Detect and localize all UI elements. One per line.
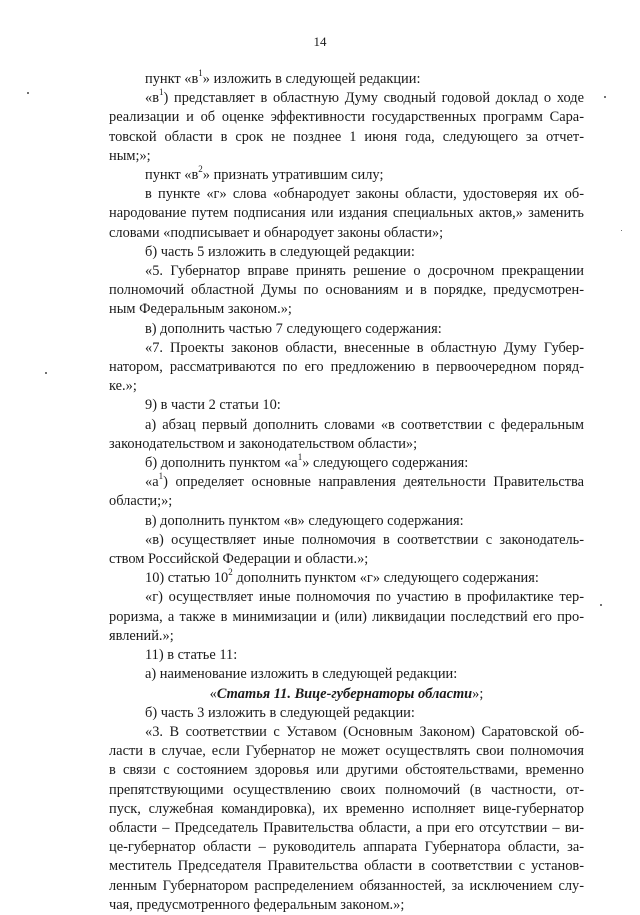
- text-segment: явлений.»;: [109, 627, 174, 644]
- text-line: [109, 665, 584, 684]
- text-line: [109, 262, 584, 281]
- text-segment: реализации и об оценке эффективности государственных программ Сара-: [109, 109, 584, 126]
- text-line: [109, 128, 584, 147]
- text-line: [109, 320, 584, 339]
- text-segment: законодательством и законодательством области»;: [109, 435, 418, 452]
- text-line: [109, 569, 584, 588]
- text-segment: «в) осуществляет иные полномочия в соответствии с законодатель-: [145, 531, 584, 548]
- text-line: [109, 742, 584, 761]
- text-segment: а) наименование изложить в следующей редакции:: [145, 666, 458, 683]
- text-line: [109, 723, 584, 742]
- text-line: [109, 281, 584, 300]
- text-line: [109, 224, 584, 243]
- text-segment: ством Российской Федерации и области.»;: [109, 551, 369, 568]
- scan-speck: [45, 372, 47, 374]
- text-segment: в связи с состоянием здоровья или другими обстоятельствами, временно: [109, 762, 584, 779]
- text-segment: ленным Губернатором распределением обязанностей, за исключением слу-: [109, 877, 584, 894]
- page-number: 14: [313, 34, 327, 49]
- text-segment: 11) в статье 11:: [145, 647, 238, 664]
- text-line: [109, 147, 584, 166]
- scan-speck: [27, 92, 29, 94]
- text-segment: товской области в срок не позднее 1 июня года, следующего за отчет-: [109, 128, 584, 145]
- text-line: [109, 377, 584, 396]
- text-segment: полномочий областной Думы по основаниям и в порядке, предусмотрен-: [109, 282, 584, 299]
- scan-speck: [621, 230, 622, 231]
- text-segment: б) часть 5 изложить в следующей редакции:: [145, 243, 415, 260]
- text-segment: в) дополнить пунктом «в» следующего содержания:: [145, 512, 464, 529]
- text-segment: пункт «в: [145, 71, 199, 87]
- text-segment: а) абзац первый дополнить словами «в соответствии с федеральным: [145, 416, 584, 433]
- text-line: [109, 358, 584, 377]
- text-segment: области – Председатель Правительства области, а при его отсутствии – ви-: [109, 819, 584, 836]
- article-heading: [109, 685, 584, 704]
- text-segment: роризма, а также в минимизации и (или) ликвидации последствий его про-: [109, 608, 584, 625]
- superscript: 1: [198, 68, 203, 79]
- text-segment: » признать утратившим силу;: [202, 167, 384, 184]
- text-segment: » следующего содержания:: [302, 455, 469, 472]
- text-line: [109, 877, 584, 896]
- text-line: [109, 896, 584, 915]
- scan-speck: [604, 96, 606, 98]
- text-line: [109, 70, 584, 89]
- text-segment: «7. Проекты законов области, внесенные в областную Думу Губер-: [145, 339, 584, 356]
- text-segment: ласти в случае, если Губернатор не может осуществлять свои полномочия: [109, 743, 584, 760]
- text-line: [109, 300, 584, 319]
- text-segment: «г) осуществляет иные полномочия по участию в профилактике тер-: [145, 589, 584, 606]
- text-line: [109, 396, 584, 415]
- text-line: [109, 550, 584, 569]
- text-segment: »;: [472, 685, 484, 702]
- text-segment: ) определяет основные направления деятельности Правительства: [163, 474, 584, 491]
- document-body: [109, 70, 584, 915]
- text-segment: ным;»;: [109, 147, 151, 164]
- text-line: [109, 473, 584, 492]
- text-segment: «5. Губернатор вправе принять решение о досрочном прекращении: [145, 263, 584, 280]
- scan-speck: [600, 604, 602, 606]
- superscript: 1: [159, 87, 164, 98]
- text-segment: народование путем подписания или издания специальных актов,» заменить: [109, 205, 584, 222]
- text-segment: дополнить пунктом «г» следующего содержания:: [232, 570, 539, 587]
- text-line: [109, 89, 584, 108]
- text-line: [109, 108, 584, 127]
- text-line: [109, 339, 584, 358]
- superscript: 1: [297, 452, 303, 463]
- text-line: [109, 416, 584, 435]
- text-segment: «3. В соответствии с Уставом (Основным Законом) Саратовской об-: [145, 723, 584, 740]
- superscript: 2: [198, 164, 203, 175]
- text-line: [109, 781, 584, 800]
- text-line: [109, 819, 584, 838]
- text-segment: «в: [145, 90, 159, 107]
- text-segment: б) часть 3 изложить в следующей редакции:: [145, 704, 415, 721]
- text-line: [109, 531, 584, 550]
- text-segment: 9) в части 2 статьи 10:: [145, 397, 281, 414]
- text-line: [109, 243, 584, 262]
- text-segment: ) представляет в областную Думу сводный годовой доклад о ходе: [163, 90, 584, 107]
- superscript: 1: [158, 471, 164, 482]
- superscript: 2: [228, 567, 233, 578]
- text-line: [109, 800, 584, 819]
- text-line: [109, 204, 584, 223]
- text-line: [109, 185, 584, 204]
- text-segment: препятствующими осуществлению своих полномочий (в частности, от-: [109, 781, 584, 798]
- text-segment: натором, рассматриваются по его предложению в первоочередном поряд-: [109, 359, 584, 376]
- text-line: [109, 627, 584, 646]
- text-line: [109, 166, 584, 185]
- text-line: [109, 761, 584, 780]
- text-line: [109, 454, 584, 473]
- text-segment: меститель Председателя Правительства области в соответствии с установ-: [109, 858, 584, 875]
- text-segment: пуск, служебная командировка), их временно исполняет вице-губернатор: [109, 800, 584, 817]
- text-segment: б) дополнить пунктом «а: [145, 455, 298, 472]
- text-line: [109, 492, 584, 511]
- text-segment: словами «подписывает и обнародует законы области»;: [109, 224, 444, 241]
- text-segment: «: [209, 685, 217, 702]
- article-title: Статья 11. Вице-губернаторы области: [216, 685, 473, 702]
- text-line: [109, 512, 584, 531]
- text-segment: пункт «в: [145, 167, 199, 184]
- text-segment: области;»;: [109, 493, 173, 510]
- text-line: [109, 588, 584, 607]
- text-segment: ке.»;: [109, 378, 137, 395]
- text-line: [109, 857, 584, 876]
- text-line: [109, 838, 584, 857]
- text-line: [109, 704, 584, 723]
- text-segment: 10) статью 10: [145, 570, 229, 587]
- text-segment: це-губернатор области – руководитель аппарата Губернатора области, за-: [109, 839, 584, 856]
- text-segment: в пункте «г» слова «обнародует законы области, удостоверяя их об-: [145, 186, 584, 203]
- text-segment: ным Федеральным законом.»;: [109, 301, 292, 318]
- text-segment: «а: [145, 474, 159, 491]
- text-line: [109, 646, 584, 665]
- text-segment: чая, предусмотренного федеральным законом.»;: [109, 896, 405, 913]
- text-segment: в) дополнить частью 7 следующего содержания:: [145, 320, 442, 337]
- text-line: [109, 435, 584, 454]
- text-line: [109, 608, 584, 627]
- text-segment: » изложить в следующей редакции:: [202, 71, 421, 87]
